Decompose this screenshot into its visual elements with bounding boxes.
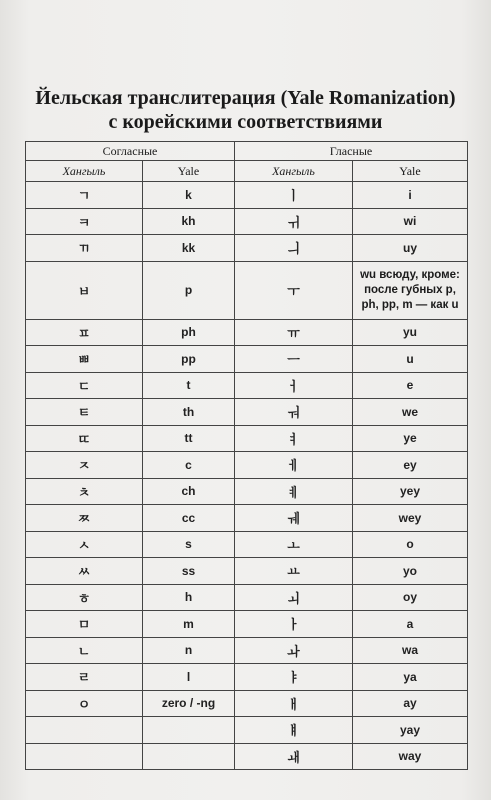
table-row [26,399,468,426]
vowel-yale-cell: yey [353,478,468,505]
vowel-hangul-cell: ㅠ [235,319,353,346]
consonant-yale-cell: m [143,611,235,638]
vowel-hangul-cell: ㅖ [235,478,353,505]
vowel-hangul-cell: ㅗ [235,531,353,558]
consonants-header: Согласные [26,142,235,161]
consonant-hangul-cell: ㅇ [26,690,143,717]
consonant-hangul-cell [26,717,143,744]
table-row [26,208,468,235]
consonant-hangul-cell: ㅍ [26,319,143,346]
consonant-yale-cell: ss [143,558,235,585]
table-row [26,319,468,346]
vowel-hangul-cell: ㅜ [235,261,353,319]
vowel-hangul-cell: ㅘ [235,637,353,664]
vowel-yale-cell: wu всюду, кроме: после губных p, ph, pp, m — как u [353,261,468,319]
consonant-hangul-cell: ㄲ [26,235,143,262]
vowel-hangul-cell: ㅡ [235,346,353,373]
consonant-yale-cell [143,717,235,744]
consonant-yale-cell: tt [143,425,235,452]
consonant-yale-cell: n [143,637,235,664]
consonant-hangul-cell: ㄷ [26,372,143,399]
vowel-yale-cell: e [353,372,468,399]
table-row [26,637,468,664]
vowel-yale-cell: oy [353,584,468,611]
vowel-hangul-cell: ㅑ [235,664,353,691]
table-row [26,690,468,717]
vowel-yale-cell: a [353,611,468,638]
vowel-yale-cell: wi [353,208,468,235]
consonant-hangul-cell: ㄴ [26,637,143,664]
consonant-hangul-cell: ㅂ [26,261,143,319]
vowels-header: Гласные [235,142,468,161]
consonant-hangul-cell: ㄸ [26,425,143,452]
table-row [26,531,468,558]
consonant-hangul-cell: ㅋ [26,208,143,235]
yale-column-header: Yale [143,161,235,182]
vowel-yale-cell: u [353,346,468,373]
vowel-hangul-cell: ㅢ [235,235,353,262]
vowel-yale-cell: ey [353,452,468,479]
vowel-yale-cell: ye [353,425,468,452]
consonant-hangul-cell: ㅉ [26,505,143,532]
consonant-hangul-cell: ㅊ [26,478,143,505]
vowel-yale-cell: ay [353,690,468,717]
consonant-yale-cell: s [143,531,235,558]
consonant-hangul-cell: ㅈ [26,452,143,479]
vowel-yale-cell: i [353,182,468,209]
consonant-hangul-cell: ㅎ [26,584,143,611]
consonant-yale-cell: ch [143,478,235,505]
table-row [26,346,468,373]
vowel-hangul-cell: ㅙ [235,743,353,770]
vowel-hangul-cell: ㅕ [235,425,353,452]
consonant-yale-cell: t [143,372,235,399]
vowel-yale-cell: wa [353,637,468,664]
consonant-hangul-cell: ㅃ [26,346,143,373]
consonant-hangul-cell: ㅁ [26,611,143,638]
consonant-yale-cell: th [143,399,235,426]
consonant-yale-cell: p [143,261,235,319]
consonant-yale-cell: cc [143,505,235,532]
consonant-yale-cell: k [143,182,235,209]
vowel-hangul-cell: ㅔ [235,452,353,479]
vowel-hangul-cell: ㅛ [235,558,353,585]
vowel-hangul-cell: ㅚ [235,584,353,611]
table-row [26,182,468,209]
consonant-yale-cell: zero / -ng [143,690,235,717]
hangul-column-header: Хангыль [26,161,143,182]
vowel-hangul-cell: ㅝ [235,399,353,426]
vowel-yale-cell: ya [353,664,468,691]
table-row [26,235,468,262]
title-line-2: с корейскими соответствиями [108,111,383,133]
consonant-yale-cell: pp [143,346,235,373]
vowel-yale-cell: yu [353,319,468,346]
romanization-table [25,141,468,770]
table-row [26,452,468,479]
vowel-yale-cell: we [353,399,468,426]
consonant-hangul-cell: ㅌ [26,399,143,426]
consonant-hangul-cell: ㅅ [26,531,143,558]
consonant-hangul-cell: ㄹ [26,664,143,691]
consonant-yale-cell: ph [143,319,235,346]
vowel-hangul-cell: ㅒ [235,717,353,744]
consonant-yale-cell: h [143,584,235,611]
table-row [26,425,468,452]
table-body [26,182,468,770]
table-row [26,478,468,505]
vowel-hangul-cell: ㅞ [235,505,353,532]
consonant-yale-cell: l [143,664,235,691]
table-row [26,372,468,399]
consonant-yale-cell [143,743,235,770]
vowel-hangul-cell: ㅟ [235,208,353,235]
consonant-yale-cell: kk [143,235,235,262]
vowel-hangul-cell: ㅏ [235,611,353,638]
table-row [26,717,468,744]
vowel-yale-cell: way [353,743,468,770]
vowel-hangul-cell: ㅓ [235,372,353,399]
table-row [26,505,468,532]
vowel-hangul-cell: ㅣ [235,182,353,209]
consonant-hangul-cell: ㅆ [26,558,143,585]
yale-column-header: Yale [353,161,468,182]
table-row [26,743,468,770]
table-row [26,611,468,638]
vowel-hangul-cell: ㅐ [235,690,353,717]
title-line-1: Йельская транслитерация (Yale Romanization) [35,87,456,109]
table-row [26,664,468,691]
vowel-yale-cell: yay [353,717,468,744]
vowel-yale-cell: uy [353,235,468,262]
consonant-yale-cell: kh [143,208,235,235]
table-row [26,558,468,585]
consonant-hangul-cell [26,743,143,770]
vowel-yale-cell: yo [353,558,468,585]
table-row [26,584,468,611]
table-row [26,261,468,319]
vowel-yale-cell: wey [353,505,468,532]
consonant-hangul-cell: ㄱ [26,182,143,209]
consonant-yale-cell: c [143,452,235,479]
page-title [30,86,461,134]
hangul-column-header: Хангыль [235,161,353,182]
vowel-yale-cell: o [353,531,468,558]
